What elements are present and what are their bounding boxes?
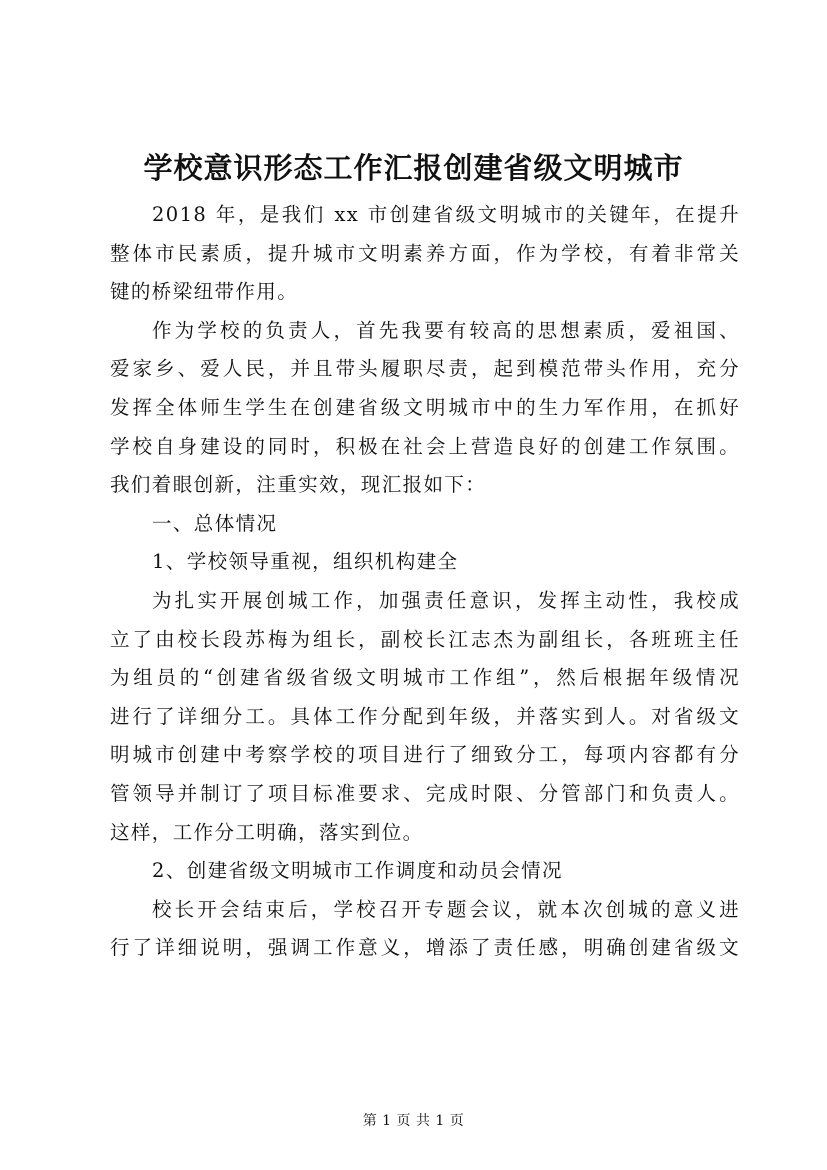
paragraph-line: 管领导并制订了项目标准要求、完成时限、分管部门和负责人。	[110, 781, 740, 805]
paragraph-line: 键的桥梁纽带作用。	[110, 280, 299, 304]
subsection-heading: 2、创建省级文明城市工作调度和动员会情况	[152, 859, 563, 883]
paragraph-line: 爱家乡、爱人民，并且带头履职尽责，起到模范带头作用，充分	[110, 357, 740, 381]
paragraph-line: 作为学校的负责人，首先我要有较高的思想素质，爱祖国、	[152, 318, 740, 342]
paragraph-line: 发挥全体师生学生在创建省级文明城市中的生力军作用，在抓好	[110, 395, 740, 419]
paragraph-line: 整体市民素质，提升城市文明素养方面，作为学校，有着非常关	[110, 241, 740, 265]
document-title: 学校意识形态工作汇报创建省级文明城市	[143, 151, 684, 185]
subsection-heading: 1、学校领导重视，组织机构建全	[152, 550, 459, 574]
paragraph-line: 为扎实开展创城工作，加强责任意识，发挥主动性，我校成	[152, 588, 740, 612]
paragraph-line: 明城市创建中考察学校的项目进行了细致分工，每项内容都有分	[110, 743, 740, 767]
paragraph-line: 学校自身建设的同时，积极在社会上营造良好的创建工作氛围。	[110, 434, 740, 458]
document-body	[110, 196, 740, 968]
paragraph-line: 进行了详细分工。具体工作分配到年级，并落实到人。对省级文	[110, 704, 740, 728]
section-heading: 一、总体情况	[152, 511, 278, 535]
paragraph-line: 校长开会结束后，学校召开专题会议，就本次创城的意义进	[152, 897, 740, 921]
paragraph-line: 为组员的“创建省级省级文明城市工作组”，然后根据年级情况	[110, 666, 740, 690]
paragraph-line: 我们着眼创新，注重实效，现汇报如下：	[110, 473, 487, 497]
page-footer: 第 1 页 共 1 页	[362, 1113, 465, 1129]
paragraph-line: 行了详细说明，强调工作意义，增添了责任感，明确创建省级文	[110, 936, 740, 960]
paragraph-line: 这样，工作分工明确，落实到位。	[110, 820, 424, 844]
paragraph-line: 立了由校长段苏梅为组长，副校长江志杰为副组长，各班班主任	[110, 627, 740, 651]
paragraph-line: 2018 年，是我们 xx 市创建省级文明城市的关键年，在提升	[152, 203, 740, 226]
